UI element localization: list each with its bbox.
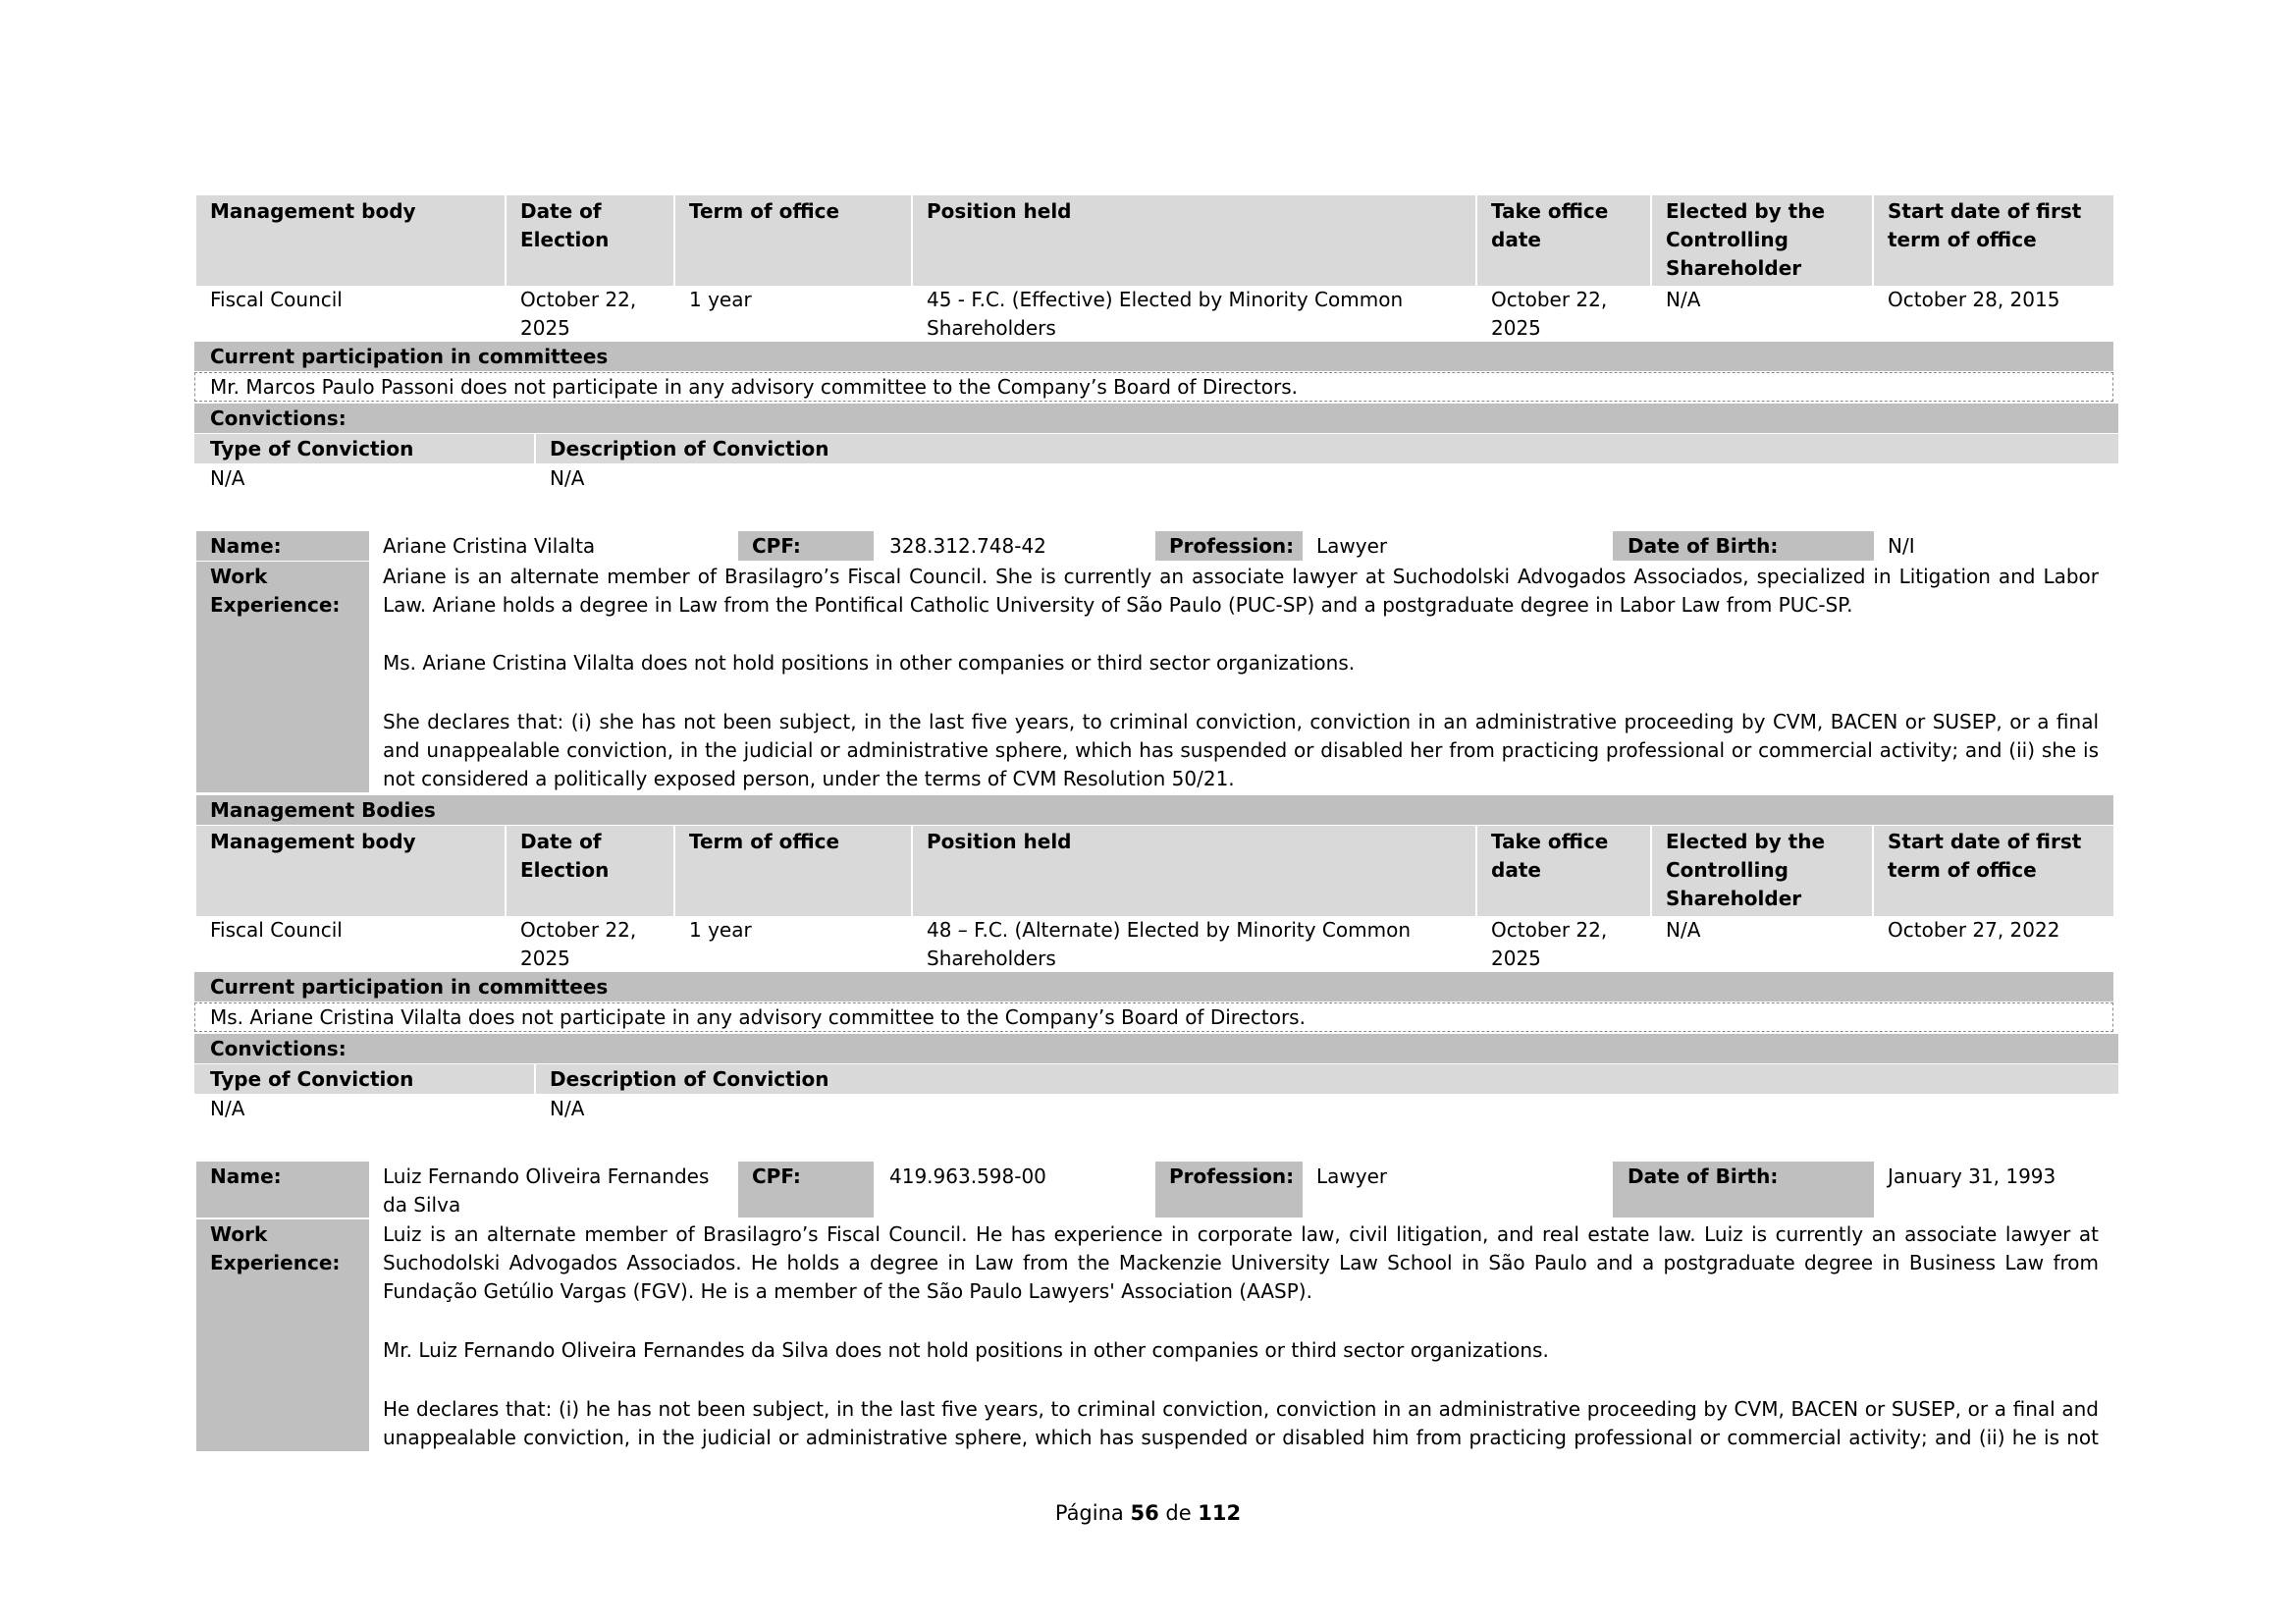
cpf-value: 419.963.598-00 [889, 1164, 1046, 1188]
page-middle: de [1158, 1501, 1199, 1525]
mgmt-header-management-body: Management body [210, 199, 416, 223]
committees-header: Current participation in committees [210, 975, 609, 999]
conv-type-value: N/A [210, 466, 245, 490]
convictions-header-bar [194, 404, 2118, 433]
conv-type-header: Type of Conviction [210, 437, 414, 460]
profession-value: Lawyer [1316, 1164, 1388, 1188]
dob-value: January 31, 1993 [1888, 1164, 2056, 1188]
mgmt-header-management-body: Management body [210, 830, 416, 853]
mgmt-header-term-of-office: Term of office [689, 830, 840, 853]
cpf-label: CPF: [752, 534, 801, 558]
profession-value: Lawyer [1316, 534, 1388, 558]
mgmt-cell-position-held: 48 – F.C. (Alternate) Elected by Minority Common Shareholders [927, 918, 1411, 970]
mgmt-header-start-date: Start date of first term of office [1888, 199, 2082, 251]
page-prefix: Página [1054, 1501, 1131, 1525]
dob-label: Date of Birth: [1628, 1164, 1779, 1188]
management-bodies-bar [196, 795, 2113, 825]
committees-text: Mr. Marcos Paulo Passoni does not participate in any advisory committee to the Company’s Board of Directors. [210, 375, 1299, 399]
cpf-label: CPF: [752, 1164, 801, 1188]
mgmt-cell-position-held: 45 - F.C. (Effective) Elected by Minority Common Shareholders [927, 288, 1404, 340]
cpf-value: 328.312.748-42 [889, 534, 1046, 558]
mgmt-header-date-of-election: Date of Election [520, 830, 610, 882]
mgmt-header-elected-by-controlling: Elected by the Controlling Shareholder [1666, 199, 1826, 280]
conv-type-value: N/A [210, 1097, 245, 1120]
work-paragraph-1: Ariane is an alternate member of Brasilagro’s Fiscal Council. She is currently an associate lawyer at Suchodolski Advogados Associados, specialized in Litigation and Labor Law. Ariane holds a degree in Law from the Pontifical Catholic University of São Paulo (PUC-SP) and a postgraduate degree in Labor Law from PUC-SP. [383, 565, 2099, 617]
mgmt-cell-take-office-date: October 22, 2025 [1491, 288, 1608, 340]
page-current: 56 [1130, 1501, 1159, 1525]
conv-desc-value: N/A [550, 1097, 585, 1120]
convictions-header: Convictions: [210, 406, 347, 430]
committees-text: Ms. Ariane Cristina Vilalta does not participate in any advisory committee to the Company’s Board of Directors. [210, 1005, 1306, 1029]
work-label: Work Experience: [210, 565, 341, 617]
conv-desc-header: Description of Conviction [550, 437, 829, 460]
management-bodies-header: Management Bodies [210, 798, 436, 822]
work-paragraph-2: Ms. Ariane Cristina Vilalta does not hold positions in other companies or third sector organizations. [383, 651, 1356, 675]
mgmt-cell-start-date: October 28, 2015 [1888, 288, 2060, 311]
page-number [0, 1498, 2296, 1528]
dob-label: Date of Birth: [1628, 534, 1779, 558]
convictions-header-bar [194, 1034, 2118, 1063]
mgmt-header-date-of-election: Date of Election [520, 199, 610, 251]
committees-header: Current participation in committees [210, 345, 609, 368]
mgmt-header-elected-by-controlling: Elected by the Controlling Shareholder [1666, 830, 1826, 910]
person-name: Luiz Fernando Oliveira Fernandes da Silva [383, 1164, 710, 1217]
mgmt-header-take-office-date: Take office date [1491, 830, 1609, 882]
mgmt-header-term-of-office: Term of office [689, 199, 840, 223]
work-paragraph-3: She declares that: (i) she has not been subject, in the last five years, to criminal conviction, conviction in an administrative proceeding by CVM, BACEN or SUSEP, or a final and unappealable conviction, in the judicial or administrative sphere, which has suspended or disabled her from practicing professional or commercial activity; and (ii) she is not considered a politically exposed person, under the terms of CVM Resolution 50/21. [383, 710, 2099, 790]
mgmt-cell-elected-by-controlling: N/A [1666, 288, 1701, 311]
convictions-header: Convictions: [210, 1037, 347, 1060]
work-label: Work Experience: [210, 1222, 341, 1274]
mgmt-cell-management-body: Fiscal Council [210, 288, 343, 311]
name-label: Name: [210, 534, 282, 558]
mgmt-cell-elected-by-controlling: N/A [1666, 918, 1701, 942]
mgmt-cell-take-office-date: October 22, 2025 [1491, 918, 1608, 970]
conv-desc-value: N/A [550, 466, 585, 490]
work-paragraph-3: He declares that: (i) he has not been subject, in the last five years, to criminal conviction, conviction in an administrative proceeding by CVM, BACEN or SUSEP, or a final and unappealable conviction, in the judicial or administrative sphere, which has suspended or disabled him from practicing professional or commercial activity; and (ii) he is not [383, 1397, 2099, 1449]
dob-value: N/I [1888, 534, 1915, 558]
mgmt-header-take-office-date: Take office date [1491, 199, 1609, 251]
conv-desc-header: Description of Conviction [550, 1067, 829, 1091]
profession-label: Profession: [1169, 1164, 1295, 1188]
mgmt-header-position-held: Position held [927, 830, 1072, 853]
mgmt-cell-management-body: Fiscal Council [210, 918, 343, 942]
mgmt-cell-date-of-election: October 22, 2025 [520, 918, 637, 970]
profession-label: Profession: [1169, 534, 1295, 558]
mgmt-cell-term-of-office: 1 year [689, 288, 752, 311]
page-total: 112 [1198, 1501, 1242, 1525]
mgmt-header-start-date: Start date of first term of office [1888, 830, 2082, 882]
mgmt-cell-date-of-election: October 22, 2025 [520, 288, 637, 340]
work-paragraph-1: Luiz is an alternate member of Brasilagro’s Fiscal Council. He has experience in corporate law, civil litigation, and real estate law. Luiz is currently an associate lawyer at Suchodolski Advogados Associados. He holds a degree in Law from the Mackenzie University Law School in São Paulo and a postgraduate degree in Business Law from Fundação Getúlio Vargas (FGV). He is a member of the São Paulo Lawyers' Association (AASP). [383, 1222, 2099, 1303]
mgmt-cell-start-date: October 27, 2022 [1888, 918, 2060, 942]
work-paragraph-2: Mr. Luiz Fernando Oliveira Fernandes da Silva does not hold positions in other companies or third sector organizations. [383, 1338, 1549, 1362]
mgmt-header-position-held: Position held [927, 199, 1072, 223]
mgmt-cell-term-of-office: 1 year [689, 918, 752, 942]
conv-type-header: Type of Conviction [210, 1067, 414, 1091]
person-name: Ariane Cristina Vilalta [383, 534, 596, 558]
name-label: Name: [210, 1164, 282, 1188]
